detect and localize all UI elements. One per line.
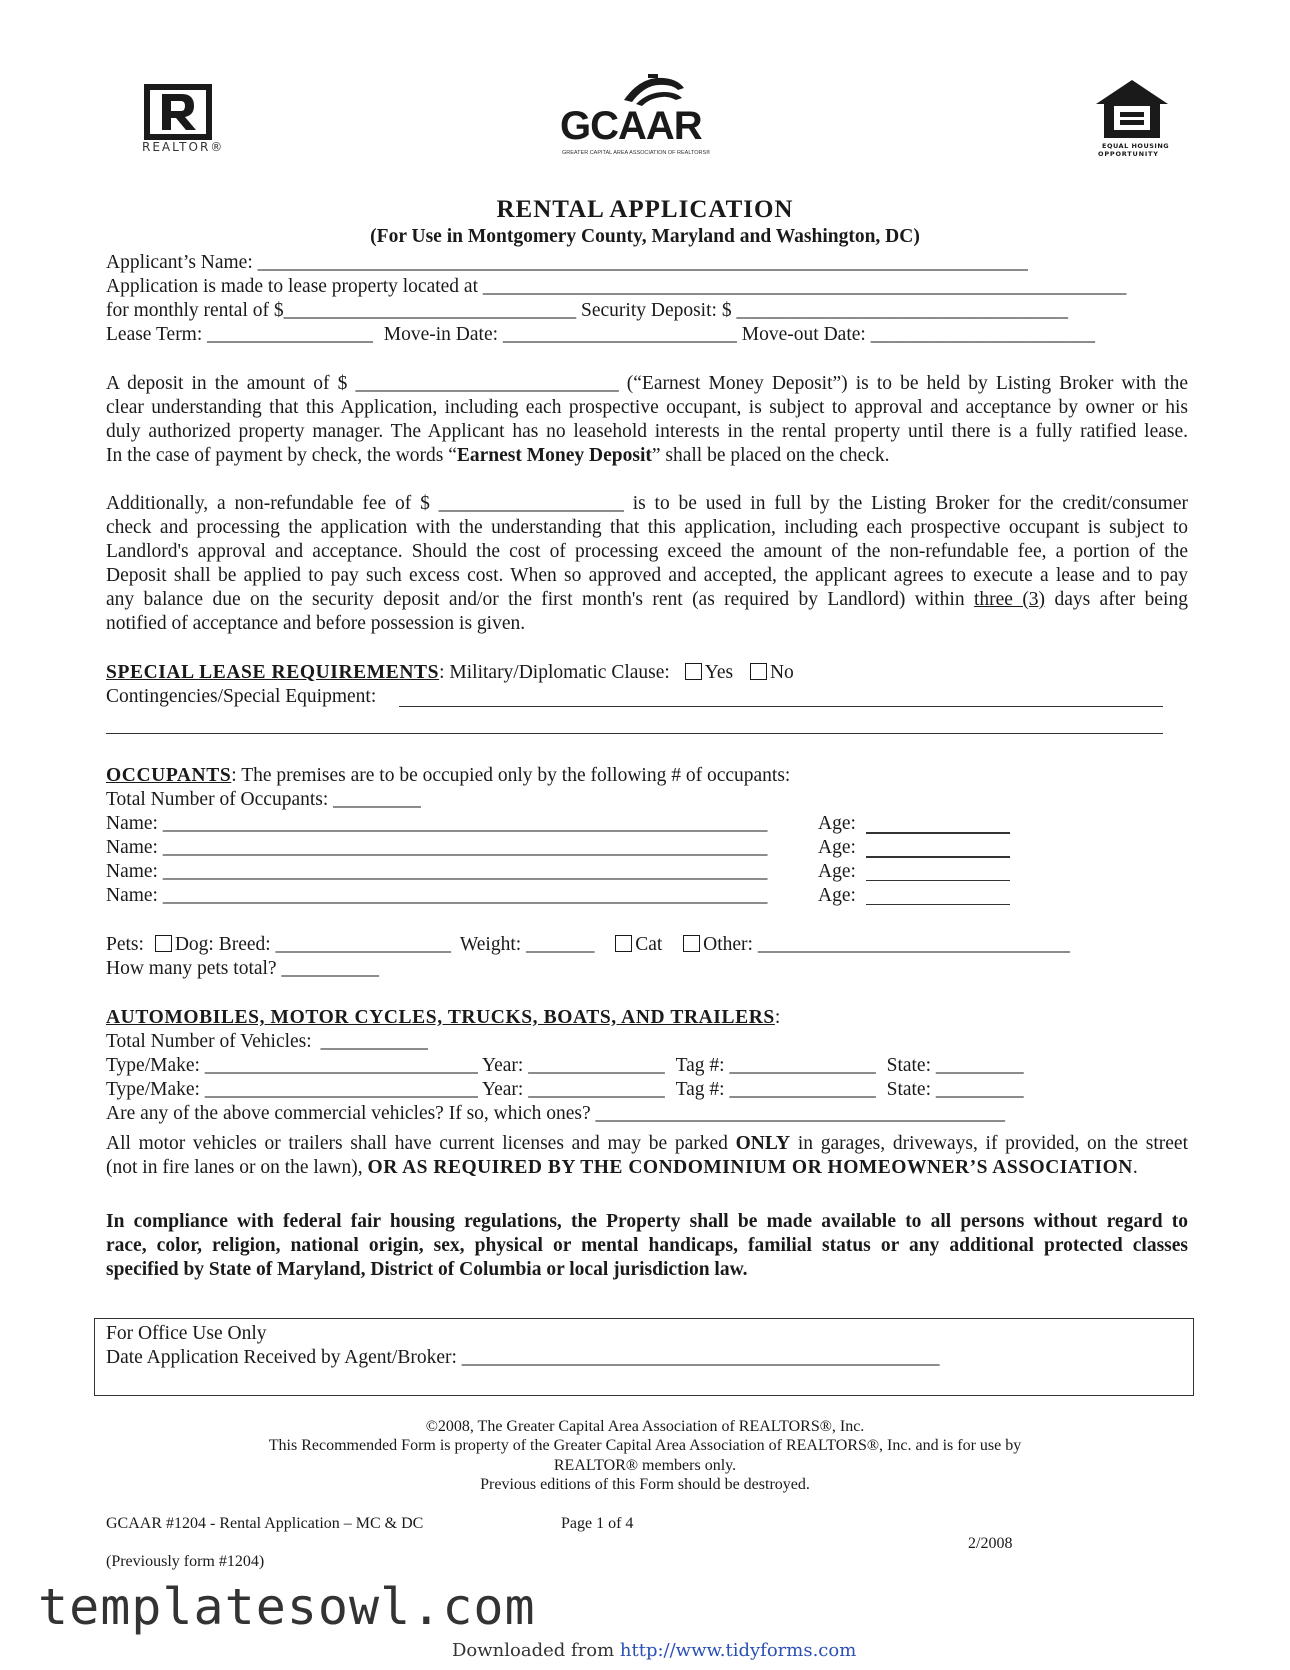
earnest-line-1: A deposit in the amount of $ ___________________________ (“Earnest Money Deposit”) is to be held by Listing Broker with the: [106, 373, 1188, 394]
rent-field[interactable]: ______________________________: [283, 300, 577, 321]
pets-total-row: [106, 957, 379, 981]
vehicle-tag-field[interactable]: _______________: [729, 1079, 876, 1100]
occupants-heading: OCCUPANTS: [106, 765, 232, 786]
occupant-name-label: Name:: [106, 885, 158, 906]
parking-only: ONLY: [735, 1133, 791, 1154]
vehicles-total-row: [106, 1030, 428, 1054]
earnest-line-4-pre: In the case of payment by check, the words “: [106, 445, 457, 466]
form-id: GCAAR #1204 - Rental Application – MC & DC: [106, 1515, 424, 1532]
military-yes-checkbox[interactable]: [685, 663, 702, 680]
commercial-vehicles-field[interactable]: __________________________________________: [595, 1103, 1005, 1124]
contingencies-field-line-2[interactable]: [106, 733, 1163, 734]
watermark-text: templatesowl.com: [38, 1578, 536, 1636]
applicant-name-label: Applicant’s Name:: [106, 252, 253, 273]
occupant-age-field[interactable]: [866, 880, 1010, 881]
vehicle-state-field[interactable]: _________: [935, 1079, 1024, 1100]
occupant-row: [106, 884, 767, 908]
page-title: RENTAL APPLICATION: [496, 196, 794, 223]
other-pet-checkbox[interactable]: [683, 935, 700, 952]
parking-hoa-clause: OR AS REQUIRED BY THE CONDOMINIUM OR HOMEOWNER’S ASSOCIATION: [367, 1157, 1133, 1178]
occupant-name-label: Name:: [106, 861, 158, 882]
dog-label: Dog:: [174, 934, 214, 955]
vehicle-type-field[interactable]: ____________________________: [204, 1079, 478, 1100]
vehicle-tag-label: Tag #:: [675, 1079, 725, 1100]
vehicle-year-field[interactable]: ______________: [528, 1079, 665, 1100]
breed-field[interactable]: __________________: [275, 934, 452, 955]
property-row: [106, 275, 1126, 299]
occupant-name-field[interactable]: ______________________________________________________________: [162, 861, 768, 882]
fair-housing-line-2: race, color, religion, national origin, sex, physical or mental handicaps, familial status or any additional protected classes: [106, 1235, 1188, 1256]
occupant-name-label: Name:: [106, 837, 158, 858]
parking-rule-2-pre: (not in fire lanes or on the lawn),: [106, 1157, 368, 1178]
earnest-line-2: clear understanding that this Application, including each prospective occupant, is subject to approval and acceptance by owner or his: [106, 397, 1188, 418]
gcaar-logo-subtext: GREATER CAPITAL AREA ASSOCIATION OF REALTORS®: [562, 150, 711, 156]
lease-term-field[interactable]: _________________: [207, 324, 373, 345]
parking-rule-line-1: [106, 1132, 1188, 1157]
vehicle-state-field[interactable]: _________: [935, 1055, 1024, 1076]
move-out-field[interactable]: _______________________: [870, 324, 1095, 345]
move-out-label: Move-out Date:: [741, 324, 866, 345]
realtor-r-icon: [144, 84, 212, 140]
copyright-line: ©2008, The Greater Capital Area Association of REALTORS®, Inc.: [425, 1418, 865, 1435]
total-occupants-field[interactable]: _________: [333, 789, 421, 810]
occupant-age-label: Age:: [818, 837, 856, 858]
vehicles-heading-colon: :: [774, 1007, 781, 1028]
military-no-checkbox[interactable]: [750, 663, 767, 680]
vehicle-type-label: Type/Make:: [106, 1079, 200, 1100]
destroy-notice: Previous editions of this Form should be destroyed.: [480, 1476, 810, 1493]
occupant-name-label: Name:: [106, 813, 158, 834]
occupant-name-field[interactable]: ______________________________________________________________: [162, 885, 768, 906]
property-field[interactable]: __________________________________________________________________: [482, 276, 1127, 297]
applicant-name-row: [106, 251, 1028, 275]
total-occupants-row: [106, 788, 421, 812]
fee-line-6: notified of acceptance and before possession is given.: [106, 613, 526, 634]
downloaded-prefix: Downloaded from: [452, 1640, 620, 1661]
fee-line-1: Additionally, a non-refundable fee of $ ___________________ is to be used in full by the Listing Broker for the credit/consumer: [106, 493, 1188, 514]
commercial-vehicles-label: Are any of the above commercial vehicles? If so, which ones?: [106, 1103, 591, 1124]
vehicle-tag-field[interactable]: _______________: [729, 1055, 876, 1076]
other-pet-label: Other:: [703, 934, 753, 955]
previous-form: (Previously form #1204): [106, 1553, 265, 1570]
fee-line-5: [106, 588, 1188, 613]
occupant-age-field[interactable]: [866, 904, 1010, 905]
special-requirements-row: [106, 661, 794, 685]
earnest-money-phrase: Earnest Money Deposit: [456, 445, 652, 466]
date-received-label: Date Application Received by Agent/Broker:: [106, 1347, 457, 1368]
vehicles-total-label: Total Number of Vehicles:: [106, 1031, 312, 1052]
tidyforms-link[interactable]: http://www.tidyforms.com: [619, 1640, 857, 1661]
weight-field[interactable]: _______: [526, 934, 595, 955]
fair-housing-line-1: In compliance with federal fair housing regulations, the Property shall be made available to all persons without regard to: [106, 1211, 1188, 1232]
parking-rule-line-2: [106, 1156, 1138, 1180]
breed-label: Breed:: [218, 934, 271, 955]
contingencies-label: Contingencies/Special Equipment:: [106, 686, 377, 707]
pets-row: [106, 933, 1070, 957]
military-clause-label: : Military/Diplomatic Clause:: [439, 662, 670, 683]
occupant-row: [106, 836, 767, 860]
pets-total-label: How many pets total?: [106, 958, 277, 979]
occupant-age-label: Age:: [818, 885, 856, 906]
parking-rule-2-post: .: [1132, 1157, 1138, 1178]
realtor-logo: [140, 84, 225, 156]
form-date: 2/2008: [968, 1535, 1013, 1552]
lease-term-label: Lease Term:: [106, 324, 203, 345]
cat-label: Cat: [635, 934, 663, 955]
equal-housing-text-2: OPPORTUNITY: [1098, 150, 1159, 158]
fair-housing-line-3: specified by State of Maryland, District of Columbia or local jurisdiction law.: [106, 1259, 748, 1280]
special-requirements-heading: SPECIAL LEASE REQUIREMENTS: [106, 662, 440, 683]
cat-checkbox[interactable]: [615, 935, 632, 952]
earnest-line-4-post: ” shall be placed on the check.: [651, 445, 890, 466]
fee-line-3: Landlord's approval and acceptance. Should the cost of processing exceed the amount of the non-refundable fee, a portion of the: [106, 541, 1188, 562]
property-notice-line-1: This Recommended Form is property of the Greater Capital Area Association of REALTORS®, Inc. and is for use by: [268, 1437, 1022, 1454]
fee-line-4: Deposit shall be applied to pay such excess cost. When so approved and accepted, the applicant agrees to execute a lease and to pay: [106, 565, 1188, 586]
vehicles-heading-row: [106, 1006, 780, 1030]
vehicle-state-label: State:: [886, 1055, 932, 1076]
occupant-age-field[interactable]: [866, 832, 1010, 834]
parking-rule-1-post: in garages, driveways, if provided, on the street: [790, 1133, 1188, 1154]
date-received-row: [106, 1346, 940, 1370]
vehicle-row: [106, 1078, 1024, 1102]
vehicles-heading: AUTOMOBILES, MOTOR CYCLES, TRUCKS, BOATS, AND TRAILERS: [106, 1007, 775, 1028]
fee-three-days: three (3): [973, 589, 1046, 610]
fee-line-5-post: days after being: [1045, 589, 1188, 610]
security-deposit-field[interactable]: __________________________________: [736, 300, 1068, 321]
rent-label: for monthly rental of $: [106, 300, 284, 321]
parking-rule-1-pre: All motor vehicles or trailers shall have current licenses and may be parked: [106, 1133, 736, 1154]
vehicle-type-field[interactable]: ____________________________: [204, 1055, 478, 1076]
property-label: Application is made to lease property located at: [106, 276, 478, 297]
fee-line-5-pre: any balance due on the security deposit and/or the first month's rent (as required by Landlord) within: [106, 589, 974, 610]
move-in-field[interactable]: ________________________: [502, 324, 737, 345]
vehicle-year-label: Year:: [481, 1079, 524, 1100]
downloaded-from: [452, 1640, 856, 1661]
date-received-field[interactable]: _________________________________________________: [461, 1347, 940, 1368]
military-yes-label: Yes: [704, 662, 734, 683]
other-pet-field[interactable]: ________________________________: [757, 934, 1070, 955]
pets-label: Pets:: [106, 934, 144, 955]
vehicles-total-field[interactable]: ___________: [320, 1031, 428, 1052]
rent-row: [106, 299, 1068, 323]
occupant-age-label: Age:: [818, 813, 856, 834]
fee-line-2: check and processing the application with the understanding that this application, including each prospective occupant is subject to: [106, 517, 1188, 538]
military-no-label: No: [769, 662, 794, 683]
occupants-row: [106, 764, 790, 788]
vehicle-tag-label: Tag #:: [675, 1055, 725, 1076]
equal-housing-text-1: EQUAL HOUSING: [1102, 142, 1170, 150]
dog-checkbox[interactable]: [155, 935, 172, 952]
pets-total-field[interactable]: __________: [281, 958, 379, 979]
page-number: Page 1 of 4: [561, 1515, 634, 1532]
earnest-line-3: duly authorized property manager. The Applicant has no leasehold interests in the rental property until there is a fully ratified lease.: [106, 421, 1188, 442]
gcaar-logo-text: GCAAR: [560, 104, 702, 148]
occupant-age-label: Age:: [818, 861, 856, 882]
vehicle-state-label: State:: [886, 1079, 932, 1100]
occupants-intro: : The premises are to be occupied only by the following # of occupants:: [231, 765, 791, 786]
lease-term-row: [106, 323, 1095, 347]
equal-housing-logo: [1094, 80, 1174, 160]
security-deposit-label: Security Deposit: $: [581, 300, 732, 321]
weight-label: Weight:: [459, 934, 522, 955]
move-in-label: Move-in Date:: [383, 324, 499, 345]
page-subtitle: (For Use in Montgomery County, Maryland and Washington, DC): [370, 226, 920, 247]
equal-housing-house-icon: [1096, 80, 1168, 138]
applicant-name-field[interactable]: _______________________________________________________________________________: [257, 252, 1028, 273]
earnest-line-4: [106, 444, 890, 468]
occupant-name-field[interactable]: ______________________________________________________________: [162, 813, 768, 834]
vehicle-year-label: Year:: [481, 1055, 524, 1076]
contingencies-field[interactable]: [399, 706, 1163, 707]
property-notice-line-2: REALTOR® members only.: [553, 1457, 737, 1474]
occupant-name-field[interactable]: ______________________________________________________________: [162, 837, 768, 858]
realtor-logo-text: REALTOR®: [142, 140, 225, 154]
occupant-row: [106, 860, 767, 884]
vehicle-row: [106, 1054, 1024, 1078]
office-use-title: For Office Use Only: [106, 1323, 267, 1344]
gcaar-logo: [560, 74, 730, 154]
vehicle-type-label: Type/Make:: [106, 1055, 200, 1076]
occupant-age-field[interactable]: [866, 856, 1010, 858]
occupant-row: [106, 812, 767, 836]
total-occupants-label: Total Number of Occupants:: [106, 789, 329, 810]
commercial-vehicles-row: [106, 1102, 1005, 1126]
vehicle-year-field[interactable]: ______________: [528, 1055, 665, 1076]
